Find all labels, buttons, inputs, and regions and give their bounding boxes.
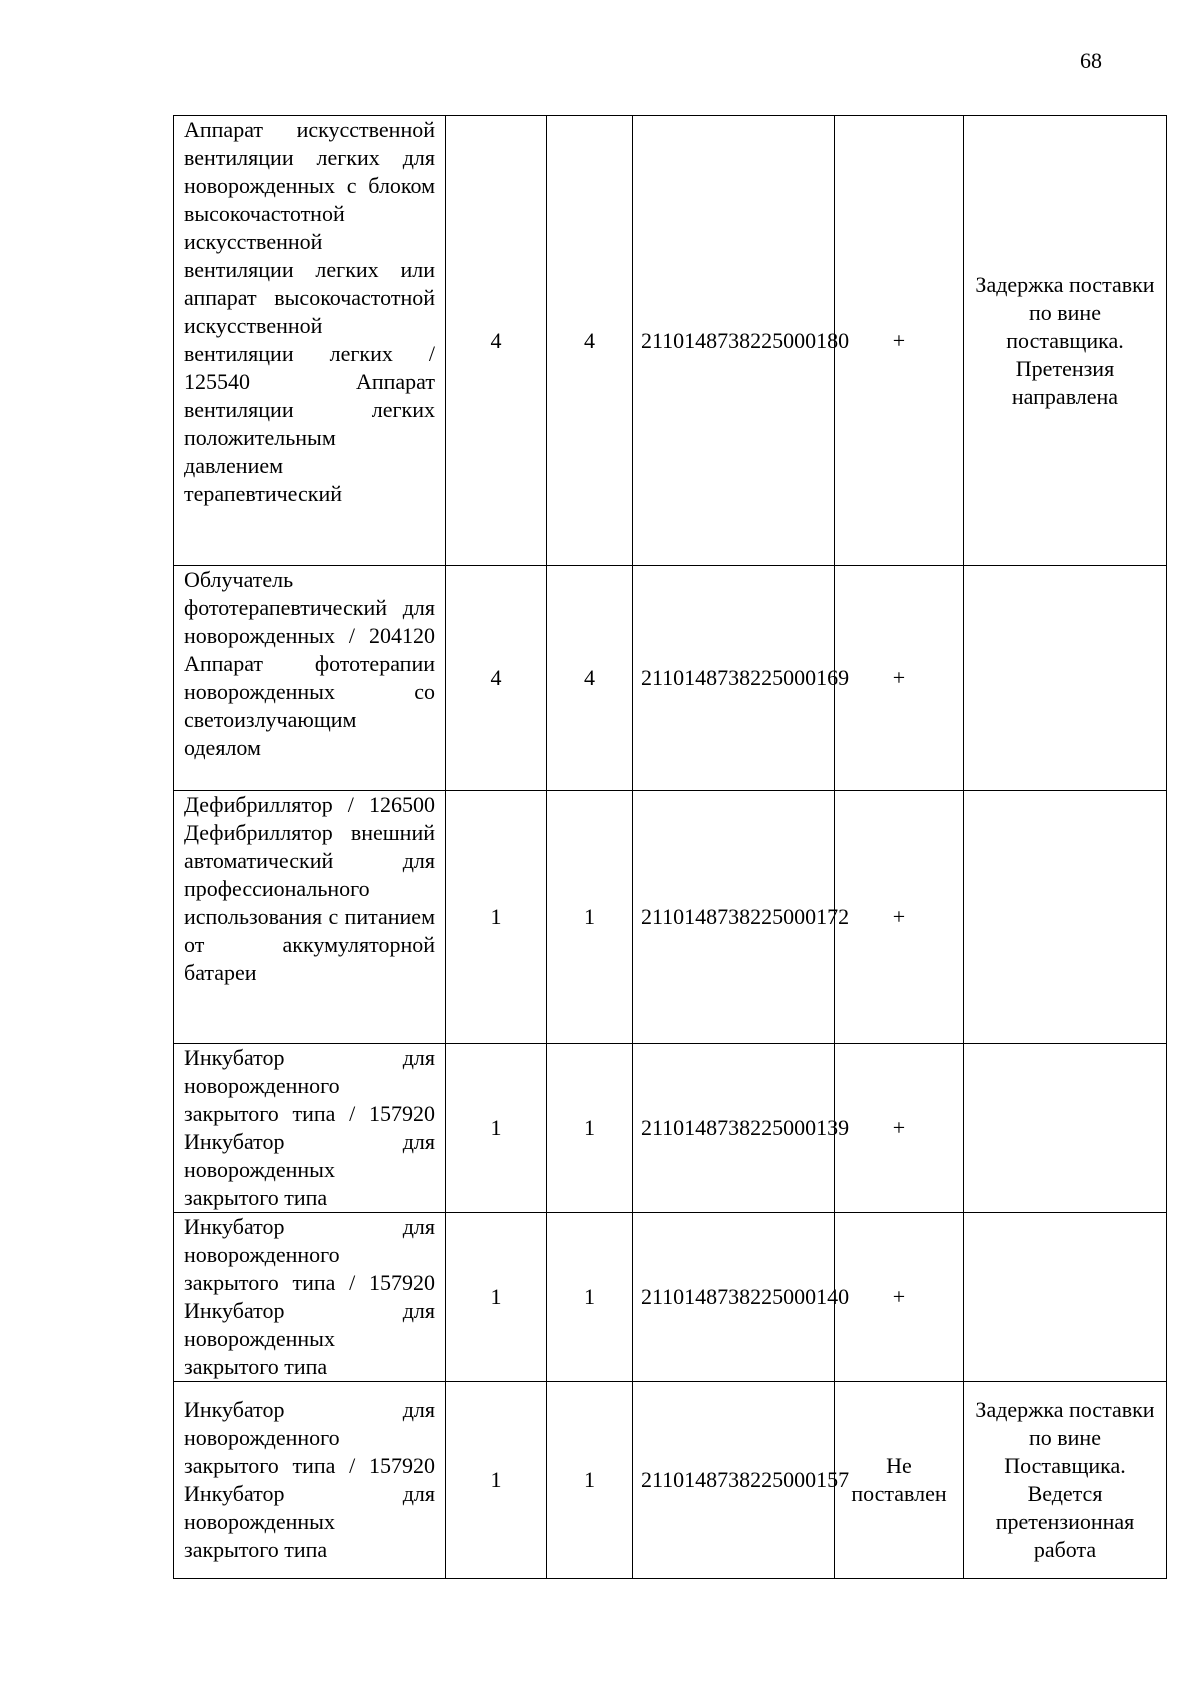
contract-number: 2110148738225000139 xyxy=(633,1044,835,1213)
table-row xyxy=(174,116,1167,566)
item-name: Облучатель фототерапевтический для новорожденных / 204120 Аппарат фототерапии новорожденных со светоизлучающим одеялом xyxy=(184,567,435,760)
equipment-table xyxy=(173,115,1167,1579)
planned-quantity: 4 xyxy=(446,116,547,566)
planned-quantity: 4 xyxy=(446,566,547,791)
table-row xyxy=(174,1382,1167,1579)
planned-quantity: 1 xyxy=(446,1382,547,1579)
delivery-status: Не поставлен xyxy=(835,1382,964,1579)
item-name-cell xyxy=(174,566,446,791)
delivered-quantity: 4 xyxy=(547,566,633,791)
note xyxy=(964,566,1167,791)
contract-number: 2110148738225000157 xyxy=(633,1382,835,1579)
delivered-quantity: 1 xyxy=(547,1382,633,1579)
item-name-cell xyxy=(174,1044,446,1213)
planned-quantity: 1 xyxy=(446,1044,547,1213)
item-name-cell xyxy=(174,116,446,566)
item-name: Инкубатор для новорожденного закрытого типа / 157920 Инкубатор для новорожденных закрытого типа xyxy=(184,1397,435,1562)
delivered-quantity: 4 xyxy=(547,116,633,566)
table-row xyxy=(174,1213,1167,1382)
delivery-status: + xyxy=(835,566,964,791)
table-row xyxy=(174,566,1167,791)
note xyxy=(964,1044,1167,1213)
note xyxy=(964,1213,1167,1382)
delivery-status: + xyxy=(835,116,964,566)
page-number: 68 xyxy=(1080,48,1102,73)
delivery-status: + xyxy=(835,1044,964,1213)
planned-quantity: 1 xyxy=(446,1213,547,1382)
note xyxy=(964,791,1167,1044)
item-name: Аппарат искусственной вентиляции легких для новорожденных с блоком высокочастотной искусственной вентиляции легких или аппарат высокочастотной искусственной вентиляции легких / 125540 Аппарат вентиляции легких положительным давлением терапевтический xyxy=(184,117,435,506)
contract-number: 2110148738225000180 xyxy=(633,116,835,566)
note: Задержка поставки по вине поставщика. Претензия направлена xyxy=(964,116,1167,566)
contract-number: 2110148738225000172 xyxy=(633,791,835,1044)
item-name-cell xyxy=(174,791,446,1044)
delivered-quantity: 1 xyxy=(547,791,633,1044)
delivered-quantity: 1 xyxy=(547,1213,633,1382)
table-row xyxy=(174,791,1167,1044)
contract-number: 2110148738225000140 xyxy=(633,1213,835,1382)
item-name: Дефибриллятор / 126500 Дефибриллятор внешний автоматический для профессионального использования с питанием от аккумуляторной батареи xyxy=(184,792,435,985)
delivered-quantity: 1 xyxy=(547,1044,633,1213)
table-row xyxy=(174,1044,1167,1213)
item-name-cell xyxy=(174,1382,446,1579)
item-name-cell xyxy=(174,1213,446,1382)
item-name: Инкубатор для новорожденного закрытого типа / 157920 Инкубатор для новорожденных закрытого типа xyxy=(184,1045,435,1210)
note: Задержка поставки по вине Поставщика. Ведется претензионная работа xyxy=(964,1382,1167,1579)
contract-number: 2110148738225000169 xyxy=(633,566,835,791)
delivery-status: + xyxy=(835,791,964,1044)
delivery-status: + xyxy=(835,1213,964,1382)
planned-quantity: 1 xyxy=(446,791,547,1044)
item-name: Инкубатор для новорожденного закрытого типа / 157920 Инкубатор для новорожденных закрытого типа xyxy=(184,1214,435,1379)
